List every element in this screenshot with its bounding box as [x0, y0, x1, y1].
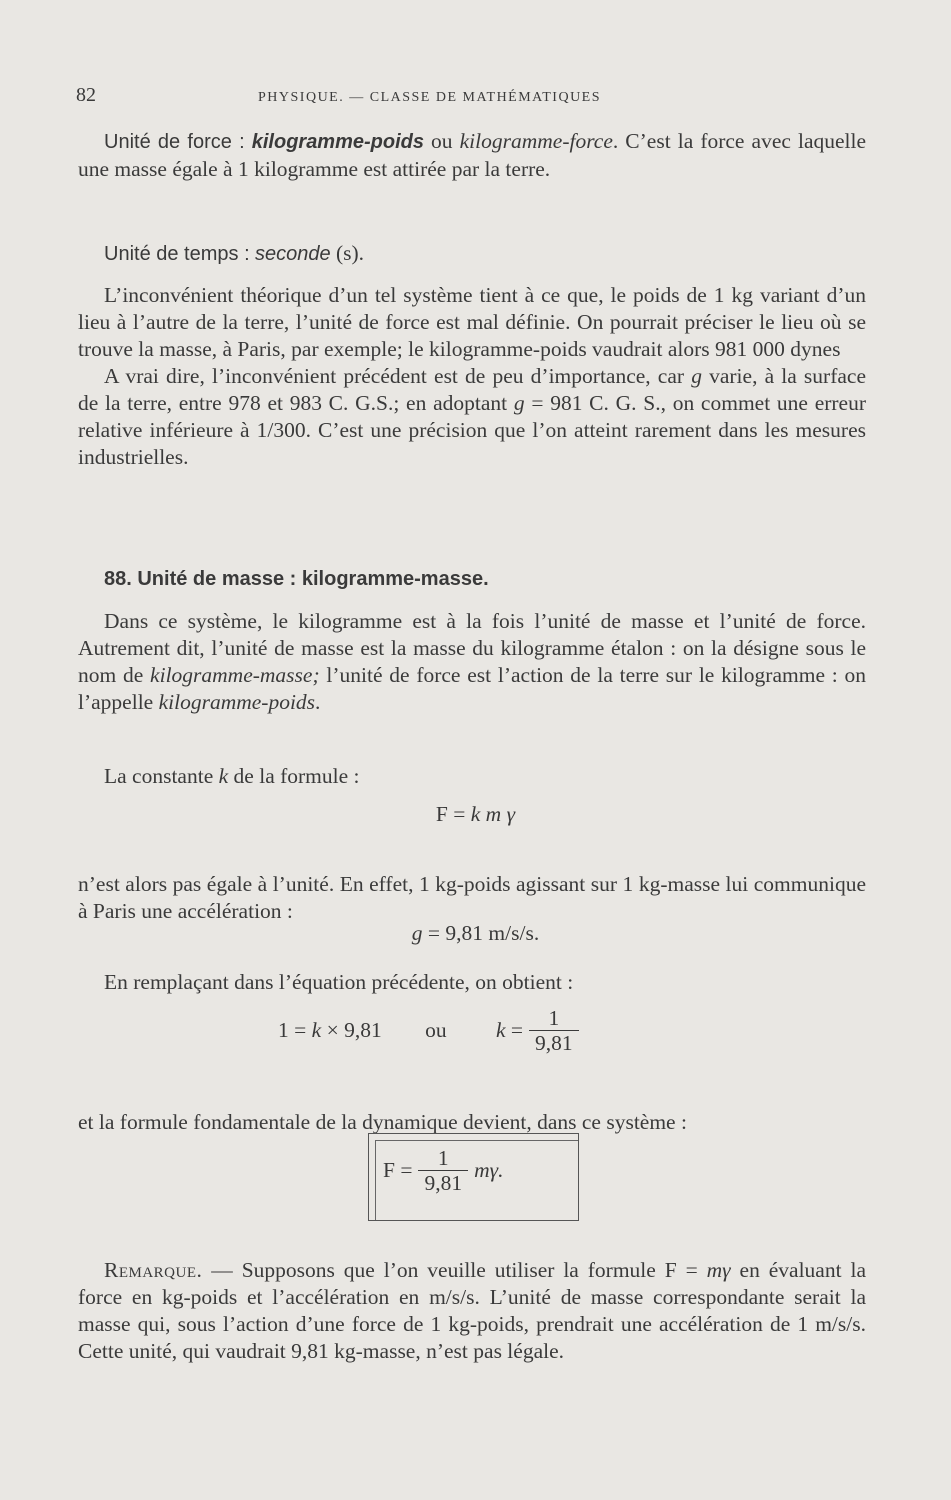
running-header: [76, 82, 866, 110]
paragraph-unite-force: Unité de force : kilogramme-poids ou kilogramme-force. C’est la force avec laquelle une masse égale à 1 kilogramme est attirée par la terre.: [78, 129, 867, 181]
term-kilogramme-poids: kilogramme-poids: [251, 131, 424, 153]
paragraph-a-vrai-dire: A vrai dire, l’inconvénient précédent est de peu d’importance, car g varie, à la surface de la terre, entre 978 et 983 C. G.S.; en adoptant g = 981 C. G. S., on commet une erreur relative inférieure à 1/300. C’est une précision que l’on atteint rarement dans les mesures industrielles.: [78, 364, 867, 469]
paragraph-pas-egale: n’est alors pas égale à l’unité. En effet, 1 kg-poids agissant sur 1 kg-masse lui communique à Paris une accélération :: [78, 871, 866, 923]
equation-g-value: g = 9,81 m/s/s.: [411, 921, 540, 945]
paragraph-unite-temps: Unité de temps : seconde (s).: [104, 241, 365, 265]
boxed-fundamental-formula: F = $\frac{1}{9,81}$ mγ.: [368, 1133, 579, 1221]
label-unite-force: Unité de force :: [104, 131, 245, 153]
running-title: PHYSIQUE. — CLASSE DE MATHÉMATIQUES: [258, 90, 602, 105]
label-unite-temps: Unité de temps :: [104, 243, 250, 265]
term-seconde: seconde: [255, 243, 331, 265]
term-kilogramme-poids-2: kilogramme-poids: [158, 690, 316, 714]
equation-k-value: 1 = k × 9,81 ou k = $\frac{1}{9,81}$: [278, 1006, 585, 1055]
section-88-heading: 88. Unité de masse : kilogramme-masse.: [104, 568, 489, 590]
term-kilogramme-masse: kilogramme-masse;: [150, 663, 320, 687]
remark-label: Remarque.: [104, 1258, 203, 1282]
term-kilogramme-force: kilogramme-force: [459, 129, 613, 153]
paragraph-remplacant: En remplaçant dans l’équation précédente, on obtient :: [104, 970, 574, 994]
equation-f-kmg: F = k m γ: [435, 802, 516, 826]
paragraph-systeme: Dans ce système, le kilogramme est à la fois l’unité de masse et l’unité de force. Autrement dit, l’unité de masse est la masse du kilogramme étalon : on la désigne sous le nom de kilogramme-masse; l’unité de force est l’action de la terre sur le kilogramme : on l’appelle kilogramme-poids.: [78, 609, 866, 714]
paragraph-remarque: Remarque. — Supposons que l’on veuille utiliser la formule F = mγ en évaluant la force en kg-poids et l’accélération en m/s/s. L’unité de masse correspondante serait la masse qui, sous l’action d’une force de 1 kg-poids, prendrait une accélération de 1 m/s/s. Cette unité, qui vaudrait 9,81 kg-masse, n’est pas légale.: [78, 1258, 866, 1363]
paragraph-constante: La constante k de la formule :: [104, 764, 360, 788]
page-number: 82: [76, 84, 96, 106]
fraction-boxed: $\frac{1}{9,81}$: [418, 1146, 468, 1195]
paragraph-inconvenient: L’inconvénient théorique d’un tel système tient à ce que, le poids de 1 kg variant d’un lieu à l’autre de la terre, l’unité de force est mal définie. On pourrait préciser le lieu où se trouve la masse, à Paris, par exemple; le kilogramme-poids vaudrait alors 981 000 dynes A vrai dire, l’inconvénient précédent est de peu d’importance, car g varie, à la surface de la terre, entre 978 et 983 C. G.S.; en adoptant g = 981 C. G. S., on commet une erreur relative inférieure à 1/300. C’est une précision que l’on atteint rarement dans les mesures industrielles.: [78, 283, 867, 469]
paragraph-formule-fondamentale: et la formule fondamentale de la dynamique devient, dans ce système :: [78, 1109, 687, 1134]
fraction-1-over-981: $\frac{1}{9,81}$: [529, 1006, 579, 1055]
